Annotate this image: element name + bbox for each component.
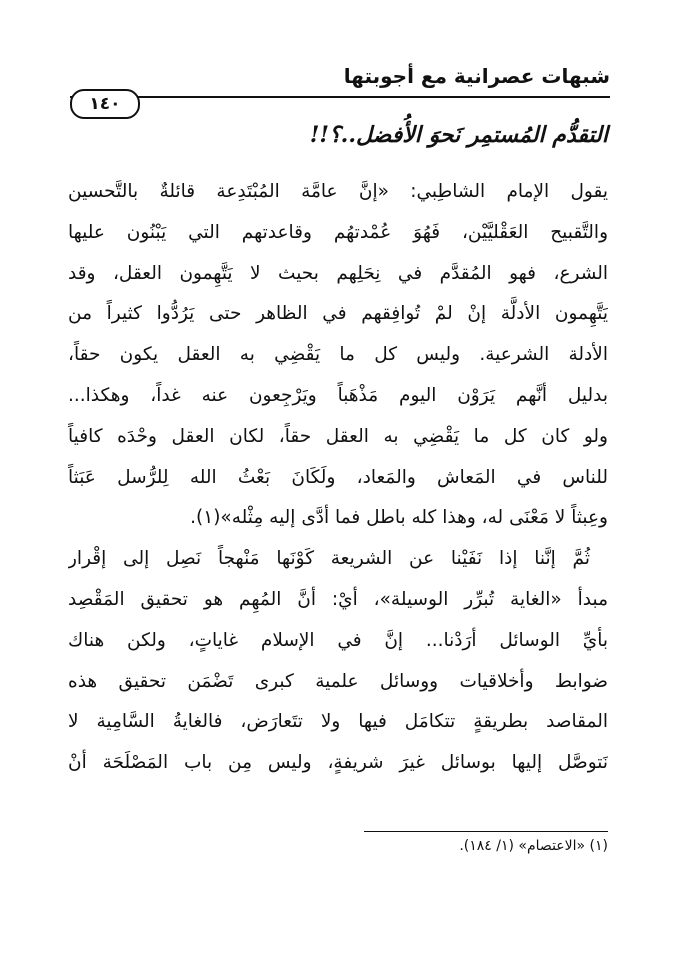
paragraph-quote xyxy=(68,172,608,539)
text-line: ضوابط وأخلاقيات ووسائل علمية كبرى تَضْمَن تحقيق هذه xyxy=(68,670,608,692)
text-line: وعِبثاً لا مَعْنَى له، وهذا كله باطل فما أدَّى إليه مِثْله»(١). xyxy=(190,507,608,529)
text-line: يقول الإمام الشاطِبي: «إنَّ عامَّة المُبْتَدِعة قائلةٌ بالتَّحسين xyxy=(68,181,608,202)
body-text xyxy=(68,172,608,784)
running-header xyxy=(70,64,610,94)
section-heading: التقدُّم المُستمِر نَحوَ الأُفضل..؟!! xyxy=(309,122,608,148)
page-number: ١٤٠ xyxy=(70,89,140,119)
text-line: ثُمَّ إنَّنا إذا نَفَيْنا عن الشريعة كَوْنَها مَنْهجاً نَصِل إلى إقْرار xyxy=(68,548,590,570)
header-rule xyxy=(70,96,610,98)
text-line: مبدأ «الغاية تُبرِّر الوسيلة»، أيْ: أنَّ المُهِم هو تحقيق المَقْصِد xyxy=(68,588,608,610)
text-line: للناس في المَعاش والمَعاد، ولَكَانَ بَعْثُ الله لِلرُّسل عَبَثاً xyxy=(68,466,608,488)
text-line: الشرع، فهو المُقدَّم في نِحَلِهم بحيث لا يَتَّهِمون العقل، وقد xyxy=(68,262,608,284)
paragraph-argument xyxy=(68,539,608,784)
text-line: المقاصد بطريقةٍ تتكامَل فيها ولا تتَعارَض، فالغايةُ السَّامِية لا xyxy=(68,711,608,733)
text-line: والتَّقبيح العَقْليَّيْن، فَهُوَ عُمْدتهُم وقاعدتهم التي يَبْنُون عليها xyxy=(68,221,608,243)
text-line: ولو كان كل ما يَقْضِي به العقل حقاً، لكان العقل وحْدَه كافياً xyxy=(68,425,608,447)
text-line: يَتَّهِمون الأدلَّة إنْ لمْ تُوافِقهم في الظاهر حتى يَرُدُّوا كثيراً من xyxy=(68,303,608,325)
running-title: شبهات عصرانية مع أجوبتها xyxy=(343,64,610,88)
text-line: بدليل أنَّهم يَرَوْن اليوم مَذْهَباً ويَرْجِعون عنه غداً، وهكذا... xyxy=(68,384,608,406)
text-line: نَتوصَّل إليها بوسائل غيرَ شريفةٍ، وليس مِن باب المَصْلَحَة أنْ xyxy=(68,752,608,774)
text-line: بأيِّ الوسائل أرَدْنا... إنَّ في الإسلام غاياتٍ، ولكن هناك xyxy=(68,629,608,651)
footnote: (١) «الاعتصام» (١/ ١٨٤). xyxy=(459,838,608,854)
text-line: الأدلة الشرعية. وليس كل ما يَقْضِي به العقل يكون حقاً، xyxy=(68,344,608,366)
footnote-rule xyxy=(364,831,608,832)
